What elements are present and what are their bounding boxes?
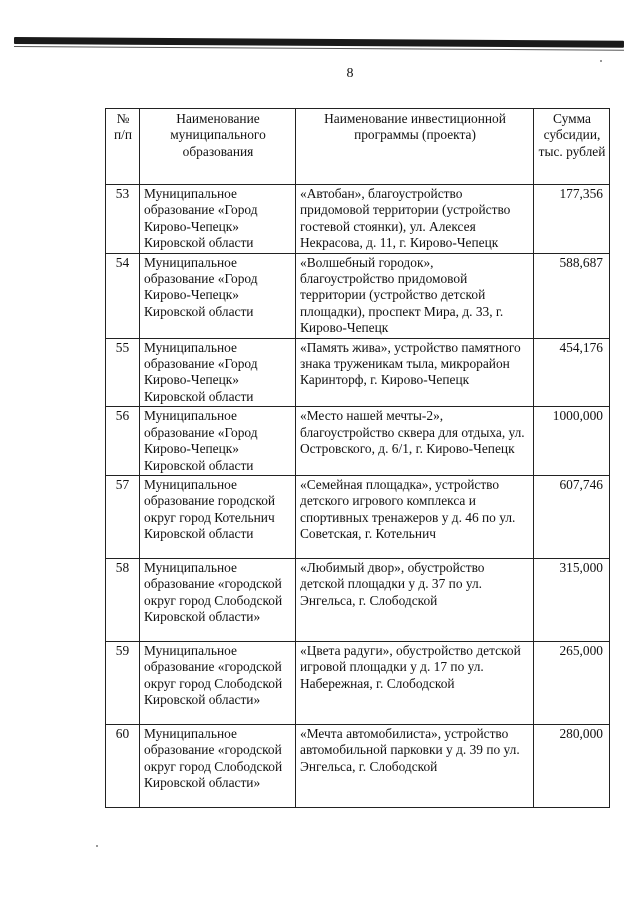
row-sum: 454,176 <box>534 338 610 407</box>
row-num: 57 <box>106 475 140 558</box>
table-row <box>106 558 610 641</box>
row-sum: 588,687 <box>534 253 610 338</box>
table-row <box>106 724 610 807</box>
table-row <box>106 641 610 724</box>
row-num: 58 <box>106 558 140 641</box>
header-num: № п/п <box>106 109 140 185</box>
row-municipality: Муниципальное образование «Город Кирово-Чепецк» Кировской области <box>140 407 296 476</box>
row-num: 56 <box>106 407 140 476</box>
row-num: 59 <box>106 641 140 724</box>
row-sum: 177,356 <box>534 185 610 254</box>
table-row <box>106 185 610 254</box>
row-sum: 315,000 <box>534 558 610 641</box>
header-program: Наименование инвестиционной программы (проекта) <box>296 109 534 185</box>
table-row <box>106 475 610 558</box>
row-program: «Цвета радуги», обустройство детской игровой площадки у д. 17 по ул. Набережная, г. Слободской <box>296 641 534 724</box>
scan-speck <box>600 60 602 62</box>
table-row <box>106 338 610 407</box>
row-program: «Память жива», устройство памятного знака труженикам тыла, микрорайон Каринторф, г. Кирово-Чепецк <box>296 338 534 407</box>
row-municipality: Муниципальное образование «городской округ город Слободской Кировской области» <box>140 724 296 807</box>
header-municipality: Наименование муниципального образования <box>140 109 296 185</box>
row-num: 53 <box>106 185 140 254</box>
table-header-row <box>106 109 610 185</box>
row-municipality: Муниципальное образование «городской округ город Слободской Кировской области» <box>140 558 296 641</box>
row-sum: 280,000 <box>534 724 610 807</box>
row-program: «Автобан», благоустройство придомовой территории (устройство гостевой стоянки), ул. Алексея Некрасова, д. 11, г. Кирово-Чепецк <box>296 185 534 254</box>
header-sum: Сумма субсидии, тыс. рублей <box>534 109 610 185</box>
table-row <box>106 253 610 338</box>
row-municipality: Муниципальное образование «Город Кирово-Чепецк» Кировской области <box>140 253 296 338</box>
row-program: «Любимый двор», обустройство детской площадки у д. 37 по ул. Энгельса, г. Слободской <box>296 558 534 641</box>
subsidy-table-container <box>105 108 609 808</box>
scan-speck <box>96 845 98 847</box>
row-municipality: Муниципальное образование «Город Кирово-Чепецк» Кировской области <box>140 338 296 407</box>
row-num: 60 <box>106 724 140 807</box>
row-program: «Семейная площадка», устройство детского игрового комплекса и спортивных тренажеров у д. 46 по ул. Советская, г. Котельнич <box>296 475 534 558</box>
row-num: 54 <box>106 253 140 338</box>
row-sum: 1000,000 <box>534 407 610 476</box>
row-program: «Мечта автомобилиста», устройство автомобильной парковки у д. 39 по ул. Энгельса, г. Слободской <box>296 724 534 807</box>
row-municipality: Муниципальное образование «Город Кирово-Чепецк» Кировской области <box>140 185 296 254</box>
row-municipality: Муниципальное образование городской округ город Котельнич Кировской области <box>140 475 296 558</box>
page-number: 8 <box>346 66 354 81</box>
row-sum: 607,746 <box>534 475 610 558</box>
row-sum: 265,000 <box>534 641 610 724</box>
table-row <box>106 407 610 476</box>
row-num: 55 <box>106 338 140 407</box>
row-municipality: Муниципальное образование «городской округ город Слободской Кировской области» <box>140 641 296 724</box>
row-program: «Место нашей мечты-2», благоустройство сквера для отдыха, ул. Островского, д. 6/1, г. Кирово-Чепецк <box>296 407 534 476</box>
subsidy-table <box>105 108 610 808</box>
row-program: «Волшебный городок», благоустройство придомовой территории (устройство детской площадки), проспект Мира, д. 33, г. Кирово-Чепецк <box>296 253 534 338</box>
